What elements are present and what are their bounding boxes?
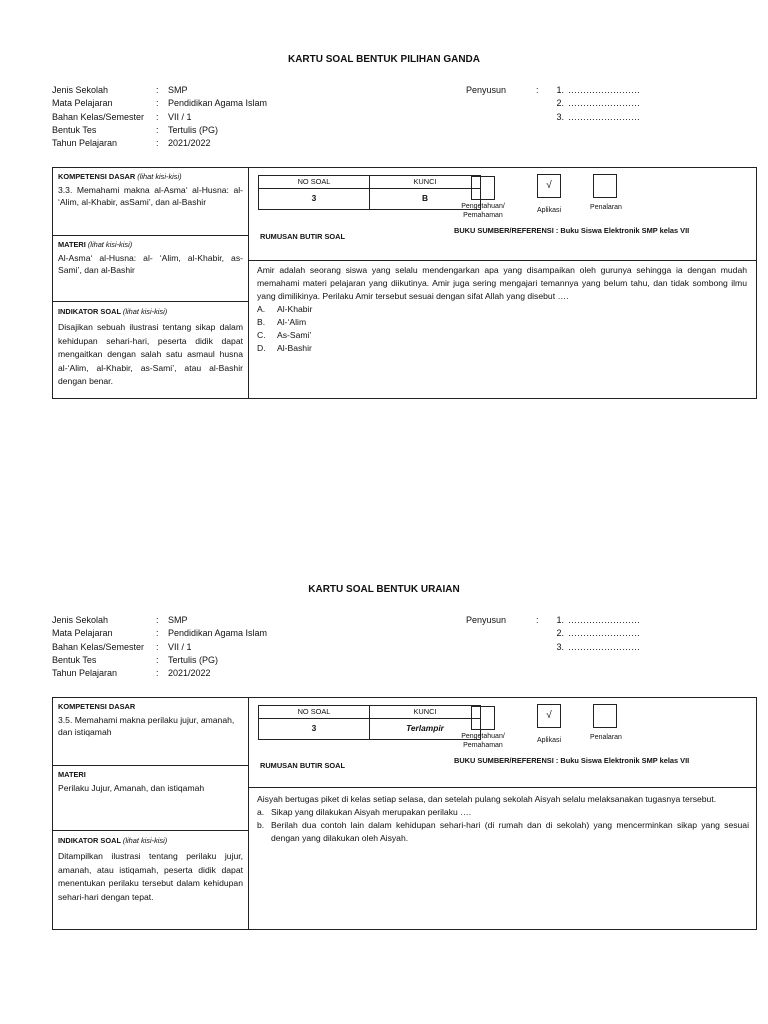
card-meta <box>52 84 267 150</box>
divider <box>249 787 756 788</box>
meta-value: Pendidikan Agama Islam <box>168 628 268 639</box>
no-soal-box <box>258 175 370 210</box>
meta-value: Pendidikan Agama Islam <box>168 98 268 109</box>
meta-row: Bentuk Tes : Tertulis (PG) <box>52 124 267 137</box>
buku-sumber: BUKU SUMBER/REFERENSI : Buku Siswa Elektronik SMP kelas VII <box>454 756 690 765</box>
card-meta <box>52 614 267 680</box>
card-title: KARTU SOAL BENTUK URAIAN <box>308 584 460 595</box>
meta-row: Mata Pelajaran : Pendidikan Agama Islam <box>52 97 267 110</box>
question-block <box>257 793 749 845</box>
penyusun-num: 3. <box>556 641 564 652</box>
no-soal-label: NO SOAL <box>297 177 331 186</box>
meta-value: 2021/2022 <box>168 138 211 149</box>
rumusan-butir-soal: RUMUSAN BUTIR SOAL <box>260 232 345 241</box>
level-checkbox-penalaran[interactable] <box>593 704 617 728</box>
indikator-text: Disajikan sebuah ilustrasi tentang sikap dalam kehidupan sehari-hari, peserta didik dapat mengaitkan dengan salah satu asmaul husna al-‘Alim, al-Khabir, as-Sami’, atau al-Bashir dengan benar. <box>58 322 243 387</box>
materi-text: Al-Asma‘ al-Husna: al- ‘Alim, al-Khabir, as-Sami’, dan al-Bashir <box>58 252 243 276</box>
meta-label: Mata Pelajaran <box>52 98 113 109</box>
penyusun-dots: …………………… <box>568 628 640 639</box>
meta-row: Bahan Kelas/Semester : VII / 1 <box>52 641 267 654</box>
indikator-soal <box>53 302 248 398</box>
option-c: C. As-Sami’ <box>257 330 312 340</box>
soal-table <box>52 697 757 930</box>
divider <box>249 260 756 261</box>
option-a: A. Al-Khabir <box>257 304 313 314</box>
subquestion-a: a. Sikap yang dilakukan Aisyah merupakan perilaku …. <box>257 807 472 817</box>
meta-value: Tertulis (PG) <box>168 654 219 665</box>
meta-label: Bahan Kelas/Semester <box>52 111 145 122</box>
meta-value: 2021/2022 <box>168 668 211 679</box>
level-checkbox-aplikasi[interactable]: √ <box>537 174 561 198</box>
meta-row: Jenis Sekolah : SMP <box>52 614 267 627</box>
meta-row: Tahun Pelajaran : 2021/2022 <box>52 667 267 680</box>
level-label: Penalaran <box>590 204 622 211</box>
card-title: KARTU SOAL BENTUK PILIHAN GANDA <box>287 54 481 65</box>
penyusun-num: 2. <box>556 628 564 639</box>
rumusan-butir-soal: RUMUSAN BUTIR SOAL <box>260 761 345 770</box>
section-heading: INDIKATOR SOAL (lihat kisi-kisi) <box>58 307 168 316</box>
level-label: Penalaran <box>590 734 622 741</box>
penyusun-num: 2. <box>556 98 564 109</box>
no-soal-box <box>258 705 370 740</box>
meta-value: VII / 1 <box>168 111 192 122</box>
meta-row: Bentuk Tes : Tertulis (PG) <box>52 654 267 667</box>
penyusun-label: Penyusun <box>466 85 507 95</box>
meta-row: Bahan Kelas/Semester : VII / 1 <box>52 111 267 124</box>
penyusun-num: 3. <box>556 111 564 122</box>
meta-label: Bentuk Tes <box>52 124 97 135</box>
soal-table <box>52 167 757 399</box>
level-checkbox-penalaran[interactable] <box>593 174 617 198</box>
meta-row: Tahun Pelajaran : 2021/2022 <box>52 137 267 150</box>
left-column <box>53 698 249 929</box>
penyusun-dots: …………………… <box>568 641 640 652</box>
penyusun-block: Penyusun : 1. …………………… 2. …………………… 3. …………………… <box>466 614 640 654</box>
section-heading: MATERI (lihat kisi-kisi) <box>58 240 133 249</box>
question-text: Amir adalah seorang siswa yang selalu mendengarkan apa yang disampaikan oleh gurunya sehingga ia dengan mudah memahami materi pelajaran yang diikutinya. Amir juga sering mengajari temannya yang belum tahu, dan tidak sombong ilmu yang dimilikinya. Perilaku Amir tersebut sesuai dengan sifat Allah yang disebut …. <box>257 265 747 301</box>
subquestion-b: b. Berilah dua contoh lain dalam kehidupan sehari-hari (di rumah dan di sekolah) yang mencerminkan sikap yang sesuai dengan yang dilakukan oleh Aisyah. <box>257 820 749 843</box>
meta-label: Tahun Pelajaran <box>52 668 118 679</box>
meta-label: Jenis Sekolah <box>52 615 109 625</box>
level-label: Pengetahuan/ Pemahaman <box>461 733 505 749</box>
section-heading: KOMPETENSI DASAR <box>58 702 136 711</box>
kd-text: 3.3. Memahami makna al-Asma‘ al-Husna: al- ‘Alim, al-Khabir, asSami’, dan al-Bashir <box>58 184 243 208</box>
level-checkbox-aplikasi[interactable]: √ <box>537 704 561 728</box>
indikator-text: Ditampilkan ilustrasi tentang perilaku jujur, amanah, atau istiqamah, peserta didik dapat menentukan perilaku tersebut dalam kehidupan sehari-hari dengan tepat. <box>58 851 243 902</box>
kompetensi-dasar <box>53 168 248 236</box>
meta-label: Bentuk Tes <box>52 654 97 665</box>
question-block <box>257 264 747 355</box>
question-text: Aisyah bertugas piket di kelas setiap selasa, dan setelah pulang sekolah Aisyah selalu melaksanakan tugasnya tersebut. <box>257 794 717 804</box>
level-checkbox-pengetahuan[interactable] <box>471 706 495 730</box>
penyusun-num: 1. <box>556 615 564 625</box>
penyusun-dots: …………………… <box>568 615 640 625</box>
level-label: Aplikasi <box>536 207 562 214</box>
penyusun-dots: …………………… <box>568 111 640 122</box>
meta-value: SMP <box>168 85 188 95</box>
meta-label: Bahan Kelas/Semester <box>52 641 145 652</box>
no-soal-value: 3 <box>259 188 369 207</box>
level-label: Pengetahuan/ Pemahaman <box>461 203 505 219</box>
penyusun-label: Penyusun <box>466 615 507 625</box>
penyusun-num: 1. <box>556 85 564 95</box>
left-column <box>53 168 249 398</box>
kd-text: 3.5. Memahami makna perilaku jujur, amanah, dan istiqamah <box>58 714 235 738</box>
section-heading: KOMPETENSI DASAR (lihat kisi-kisi) <box>58 172 182 181</box>
materi <box>53 236 248 302</box>
buku-sumber: BUKU SUMBER/REFERENSI : Buku Siswa Elektronik SMP kelas VII <box>454 226 690 235</box>
meta-value: VII / 1 <box>168 641 192 652</box>
materi <box>53 766 248 831</box>
kunci-label: KUNCI <box>413 707 437 716</box>
kunci-label: KUNCI <box>413 177 437 186</box>
penyusun-block: Penyusun : 1. …………………… 2. …………………… 3. …………………… <box>466 84 640 124</box>
meta-label: Tahun Pelajaran <box>52 138 118 149</box>
kunci-value: Terlampir <box>370 718 480 737</box>
meta-row: Mata Pelajaran : Pendidikan Agama Islam <box>52 627 267 640</box>
option-d: D. Al-Bashir <box>257 343 312 353</box>
meta-label: Jenis Sekolah <box>52 85 109 95</box>
penyusun-dots: …………………… <box>568 98 640 109</box>
kompetensi-dasar <box>53 698 248 766</box>
no-soal-value: 3 <box>259 718 369 737</box>
materi-text: Perilaku Jujur, Amanah, dan istiqamah <box>58 782 205 793</box>
level-checkbox-pengetahuan[interactable] <box>471 176 495 200</box>
no-soal-label: NO SOAL <box>297 707 331 716</box>
meta-row: Jenis Sekolah : SMP <box>52 84 267 97</box>
meta-value: Tertulis (PG) <box>168 124 219 135</box>
option-b: B. Al-‘Alim <box>257 317 307 327</box>
meta-label: Mata Pelajaran <box>52 628 113 639</box>
indikator-soal <box>53 831 248 929</box>
level-label: Aplikasi <box>536 737 562 744</box>
meta-value: SMP <box>168 615 188 625</box>
penyusun-dots: …………………… <box>568 85 640 95</box>
kunci-value: B <box>370 188 480 207</box>
section-heading: MATERI <box>58 770 86 779</box>
section-heading: INDIKATOR SOAL (lihat kisi-kisi) <box>58 836 168 845</box>
